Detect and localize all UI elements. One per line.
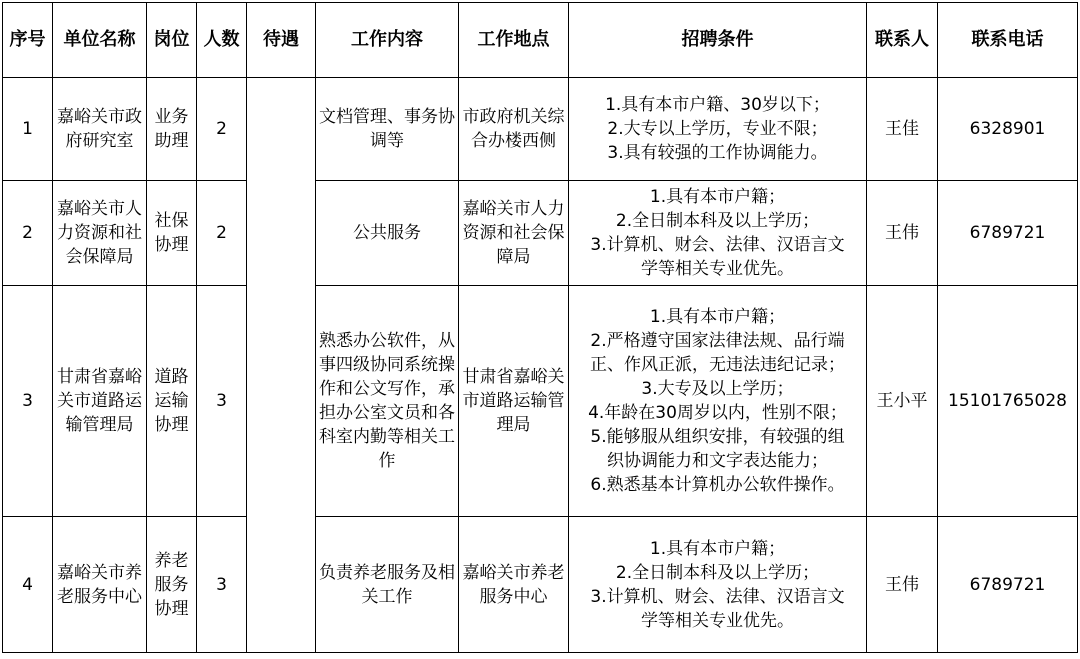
cell-location: 甘肃省嘉峪关市道路运输管理局 (459, 286, 569, 517)
header-phone: 联系电话 (938, 3, 1078, 78)
cell-unit: 甘肃省嘉峪关市道路运输管理局 (53, 286, 147, 517)
header-count: 人数 (197, 3, 247, 78)
cell-unit: 嘉峪关市政府研究室 (53, 78, 147, 181)
cell-contact: 王佳 (867, 78, 938, 181)
requirement-line: 学等相关专业优先。 (641, 259, 794, 279)
cell-phone: 15101765028 (938, 286, 1078, 517)
header-contact: 联系人 (867, 3, 938, 78)
cell-count: 2 (197, 78, 247, 181)
cell-count: 2 (197, 181, 247, 286)
cell-unit: 嘉峪关市养老服务中心 (53, 517, 147, 653)
cell-position: 业务助理 (147, 78, 197, 181)
requirement-line: 5.能够服从组织安排，有较强的组 (590, 427, 845, 447)
requirement-line: 1.具有本市户籍； (649, 538, 786, 559)
cell-unit: 嘉峪关市人力资源和社会保障局 (53, 181, 147, 286)
cell-content: 文档管理、事务协调等 (316, 78, 459, 181)
header-salary: 待遇 (247, 3, 316, 78)
requirement-line: 2.大专以上学历，专业不限； (607, 119, 828, 139)
requirement-line: 1.具有本市户籍； (649, 307, 786, 327)
requirement-line: 正、作风正派，无违法违纪记录； (590, 355, 845, 375)
cell-no: 3 (3, 286, 53, 517)
table-row (3, 78, 1078, 181)
header-requirements: 招聘条件 (569, 3, 867, 78)
cell-count: 3 (197, 286, 247, 517)
cell-location: 市政府机关综合办楼西侧 (459, 78, 569, 181)
requirement-line: 4.年龄在30周岁以内，性别不限； (588, 403, 847, 423)
cell-content: 熟悉办公软件，从事四级协同系统操作和公文写作，承担办公室文员和各科室内勤等相关工作 (316, 286, 459, 517)
cell-count: 3 (197, 517, 247, 653)
table-row (3, 517, 1078, 653)
header-unit: 单位名称 (53, 3, 147, 78)
cell-requirements (569, 286, 867, 517)
cell-salary-merged (247, 78, 316, 653)
requirement-line: 2.严格遵守国家法律法规、品行端 (590, 331, 845, 351)
cell-content: 公共服务 (316, 181, 459, 286)
requirement-line: 2.全日制本科及以上学历； (615, 211, 820, 231)
table-row (3, 286, 1078, 517)
cell-contact: 王伟 (867, 181, 938, 286)
cell-contact: 王伟 (867, 517, 938, 653)
cell-no: 2 (3, 181, 53, 286)
cell-position: 道路运输协理 (147, 286, 197, 517)
requirement-line: 3.具有较强的工作协调能力。 (607, 143, 828, 163)
requirement-line: 织协调能力和文字表达能力； (607, 451, 828, 471)
cell-contact: 王小平 (867, 286, 938, 517)
cell-content: 负责养老服务及相关工作 (316, 517, 459, 653)
header-no: 序号 (3, 3, 53, 78)
cell-position: 社保协理 (147, 181, 197, 286)
header-location: 工作地点 (459, 3, 569, 78)
requirement-line: 1.具有本市户籍； (649, 187, 786, 207)
requirement-line: 2.全日制本科及以上学历； (615, 562, 820, 583)
cell-phone: 6789721 (938, 517, 1078, 653)
requirement-line: 6.熟悉基本计算机办公软件操作。 (590, 475, 845, 495)
requirement-line: 3.大专及以上学历； (641, 379, 794, 399)
cell-no: 4 (3, 517, 53, 653)
cell-phone: 6328901 (938, 78, 1078, 181)
header-position: 岗位 (147, 3, 197, 78)
cell-requirements (569, 78, 867, 181)
table-header-row (3, 3, 1078, 78)
requirement-line: 1.具有本市户籍、30岁以下； (605, 95, 830, 115)
cell-no: 1 (3, 78, 53, 181)
cell-location: 嘉峪关市养老服务中心 (459, 517, 569, 653)
requirement-line: 3.计算机、财会、法律、汉语言文 (590, 235, 845, 255)
requirement-line: 学等相关专业优先。 (641, 610, 794, 631)
cell-requirements (569, 181, 867, 286)
cell-phone: 6789721 (938, 181, 1078, 286)
header-content: 工作内容 (316, 3, 459, 78)
table-row (3, 181, 1078, 286)
requirement-line: 3.计算机、财会、法律、汉语言文 (590, 586, 845, 607)
cell-requirements (569, 517, 867, 653)
recruitment-table (2, 2, 1078, 653)
cell-location: 嘉峪关市人力资源和社会保障局 (459, 181, 569, 286)
cell-position: 养老服务协理 (147, 517, 197, 653)
